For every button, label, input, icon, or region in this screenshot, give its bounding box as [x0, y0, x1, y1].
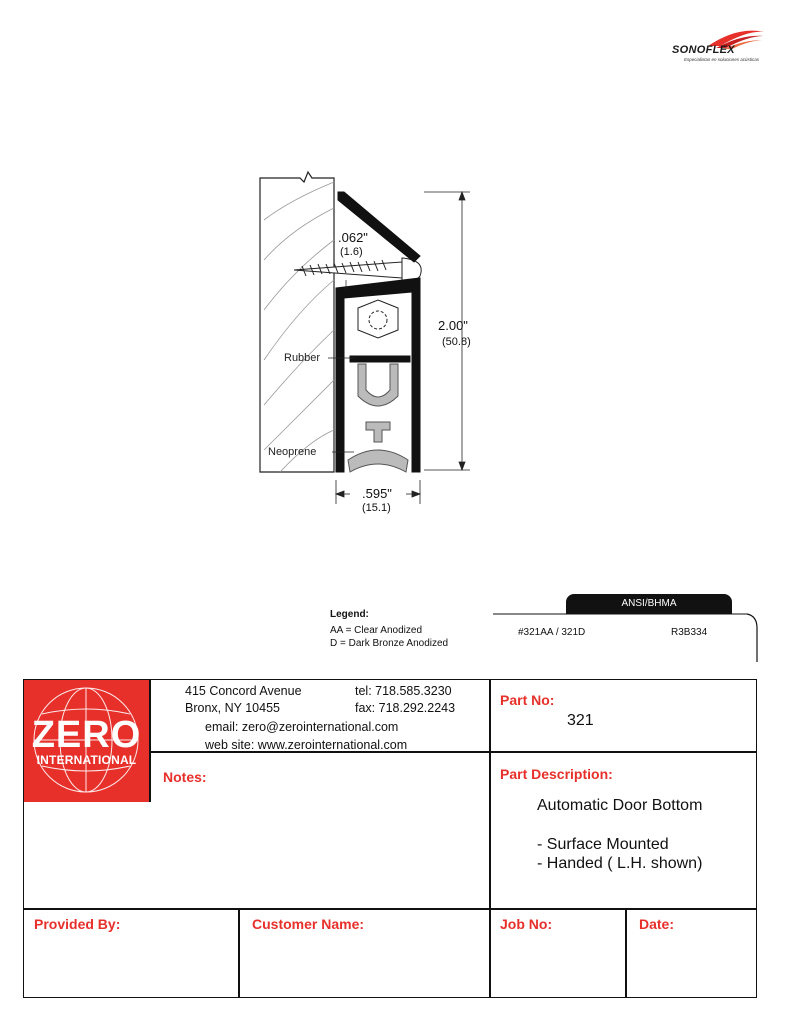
- divider-logo: [149, 680, 151, 802]
- address-street: 415 Concord Avenue: [185, 684, 302, 698]
- divider-bottom-1: [238, 908, 240, 997]
- sonoflex-wordmark: SONOFLEX: [672, 44, 735, 56]
- part-no-label: Part No:: [500, 692, 555, 708]
- ansi-code: R3B334: [671, 627, 708, 638]
- part-description-line2: - Surface Mounted: [537, 836, 669, 853]
- width-dimension-mm: (15.1): [362, 502, 391, 514]
- ansi-bhma-tab: ANSI/BHMA: [566, 594, 732, 614]
- customer-name-label: Customer Name:: [252, 916, 365, 932]
- job-no-label: Job No:: [500, 916, 553, 932]
- neoprene-seal: [348, 422, 408, 472]
- rubber-callout: Rubber: [284, 352, 321, 364]
- sonoflex-tagline: Especialistas en soluciones acústicas: [684, 57, 760, 62]
- website: web site: www.zerointernational.com: [205, 738, 408, 752]
- ansi-product-number: #321AA / 321D: [518, 627, 586, 638]
- hex-nut: [358, 300, 398, 338]
- divider-bottom-2: [625, 908, 627, 997]
- sonoflex-logo: [668, 24, 768, 68]
- part-description-line3: - Handed ( L.H. shown): [537, 855, 703, 872]
- zero-international-logo: [24, 680, 149, 802]
- legend: [330, 608, 448, 650]
- neoprene-callout: Neoprene: [268, 446, 317, 458]
- part-description-line1: Automatic Door Bottom: [537, 797, 703, 814]
- international-wordmark: INTERNATIONAL: [36, 753, 137, 767]
- legend-line-aa: AA = Clear Anodized: [330, 625, 423, 636]
- part-no-value: 321: [567, 712, 594, 729]
- divider-row2: [24, 908, 756, 910]
- telephone: tel: 718.585.3230: [355, 684, 452, 698]
- door-section: [260, 172, 334, 472]
- notes-label: Notes:: [163, 769, 207, 785]
- zero-wordmark: ZERO: [31, 714, 142, 756]
- thickness-dimension-mm: (1.6): [340, 246, 363, 258]
- width-dimension-label: .595": [362, 486, 392, 501]
- height-dimension-label: 2.00": [438, 318, 468, 333]
- legend-line-d: D = Dark Bronze Anodized: [330, 638, 449, 649]
- divider-center: [489, 680, 491, 997]
- address-city: Bronx, NY 10455: [185, 701, 280, 715]
- part-description-label: Part Description:: [500, 766, 613, 782]
- thickness-dimension-label: .062": [338, 230, 368, 245]
- rubber-seal: [358, 364, 398, 406]
- email: email: zero@zerointernational.com: [205, 720, 399, 734]
- provided-by-label: Provided By:: [34, 916, 121, 932]
- technical-drawing: [250, 160, 490, 530]
- screw: [294, 258, 421, 283]
- date-label: Date:: [639, 916, 675, 932]
- height-dimension-mm: (50.8): [442, 336, 471, 348]
- fax: fax: 718.292.2243: [355, 701, 456, 715]
- legend-title: Legend:: [330, 609, 369, 620]
